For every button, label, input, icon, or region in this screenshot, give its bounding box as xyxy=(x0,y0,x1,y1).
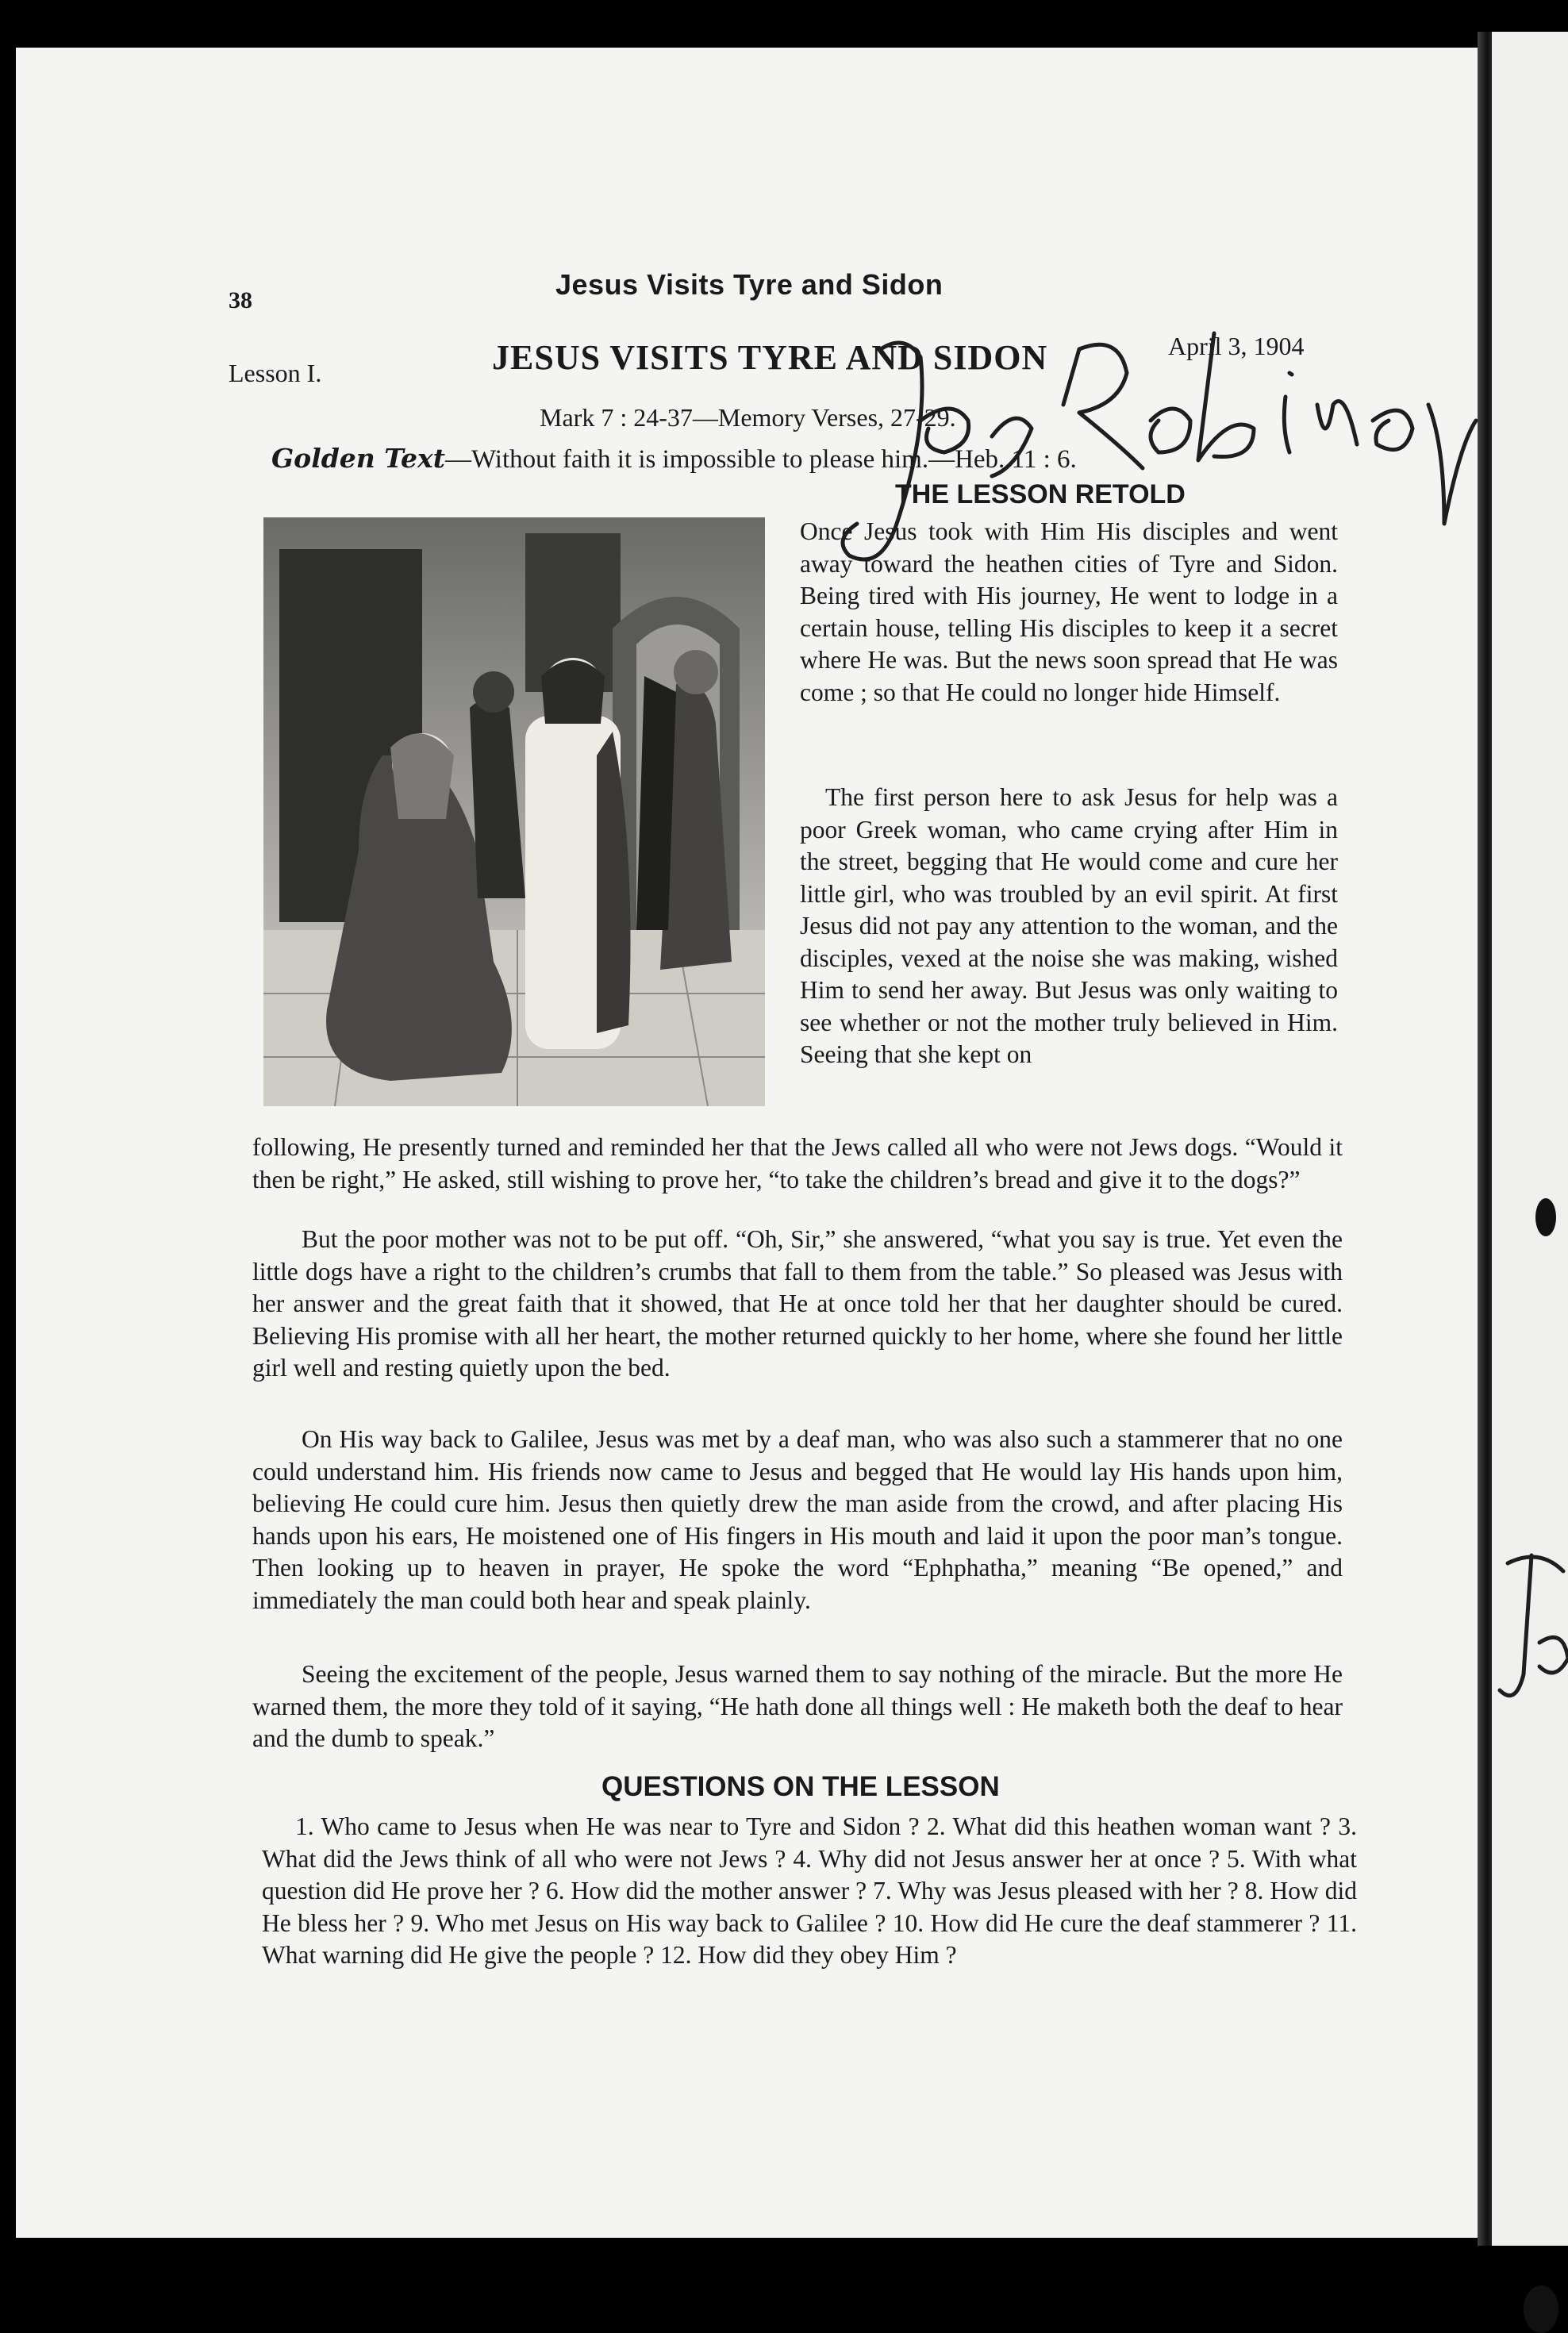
facing-page-handwriting xyxy=(1492,1539,1568,1746)
ink-blot xyxy=(1524,2285,1558,2333)
woman-kneeling-before-jesus-icon xyxy=(263,517,765,1106)
scripture-reference: Mark 7 : 24-37—Memory Verses, 27-29. xyxy=(540,403,956,432)
retold-paragraph-5: Seeing the excitement of the people, Jesus warned them to say nothing of the miracle. But the more He warned them, the more they told of it saying, “He hath done all things well : He maketh both the deaf to hear and the dumb to speak.” xyxy=(252,1660,1343,1752)
questions-text: 1. Who came to Jesus when He was near to Tyre and Sidon ? 2. What did this heathen woman want ? 3. What did the Jews think of all who were not Jews ? 4. Why did not Jesus answer her at once ? 5. With what question did He prove her ? 6. How did the mother answer ? 7. Why was Jesus pleased with her ? 8. How did He bless her ? 9. Who met Jesus on His way back to Galilee ? 10. How did He cure the deaf stammerer ? 11. What warning did He give the people ? 12. How did they obey Him ? xyxy=(262,1812,1357,1969)
running-head: Jesus Visits Tyre and Sidon xyxy=(555,268,943,301)
retold-paragraph-2: The first person here to ask Jesus for help was a poor Greek woman, who came crying after Him in the street, begging that He would come and cure her little girl, who was troubled by an evil spirit. At first Jesus did not pay any attention to the woman, and the disciples, vexed at the noise she was making, wished Him to send her away. But Jesus was only waiting to see whether or not the mother truly believed in Him. Seeing that she kept on xyxy=(800,783,1338,1068)
retold-paragraph-1: Once Jesus took with Him His disciples and went away toward the heathen cities of Tyre and Sidon. Being tired with His journey, He went to lodge in a certain house, telling His disciples to keep it a secret where He was. But the news soon spread that He was come ; so that He could no longer hide Himself. xyxy=(800,517,1338,706)
lesson-illustration xyxy=(263,517,765,1106)
page-number: 38 xyxy=(229,287,252,313)
retold-paragraph-4: On His way back to Galilee, Jesus was met by a deaf man, who was also such a stammerer that no one could understand him. His friends now came to Jesus and begged that He would lay His hands upon him, believing He could cure him. Jesus then quietly drew the man aside from the crowd, and after placing His hands upon his ears, He moistened one of His fingers in His mouth and laid it upon the poor man’s tongue. Then looking up to heaven in prayer, He spoke the word “Ephphatha,” meaning “Be opened,” and immediately the man could both hear and speak plainly. xyxy=(252,1425,1343,1614)
lesson-date: April 3, 1904 xyxy=(1168,332,1305,360)
scribble-icon xyxy=(1492,1539,1568,1746)
ink-blot xyxy=(1535,1198,1556,1236)
golden-text xyxy=(271,443,1077,475)
golden-text-body: —Without faith it is impossible to please him.—Heb. 11 : 6. xyxy=(444,445,1077,474)
lesson-title: JESUS VISITS TYRE AND SIDON xyxy=(492,338,1048,377)
retold-paragraph-3: But the poor mother was not to be put off. “Oh, Sir,” she answered, “what you say is true. Yet even the little dogs have a right to the children’s crumbs that fall to them from the table.” So pleased was Jesus with her answer and the great faith that it showed, that He at once told her that her daughter should be cured. Believing His promise with all her heart, the mother returned quickly to her home, where she found her little girl well and resting quietly upon the bed. xyxy=(252,1225,1343,1382)
questions-heading: QUESTIONS ON THE LESSON xyxy=(601,1771,1000,1802)
lesson-label: Lesson I. xyxy=(229,359,322,387)
facing-page-edge xyxy=(1492,32,1568,2246)
section-heading: THE LESSON RETOLD xyxy=(895,479,1186,509)
retold-paragraph-2-continued: following, He presently turned and reminded her that the Jews called all who were not Jews dogs. “Would it then be right,” He asked, still wishing to prove her, “to take the children’s bread and give it to the dogs?” xyxy=(252,1133,1343,1193)
golden-text-label: Golden Text xyxy=(271,443,445,474)
